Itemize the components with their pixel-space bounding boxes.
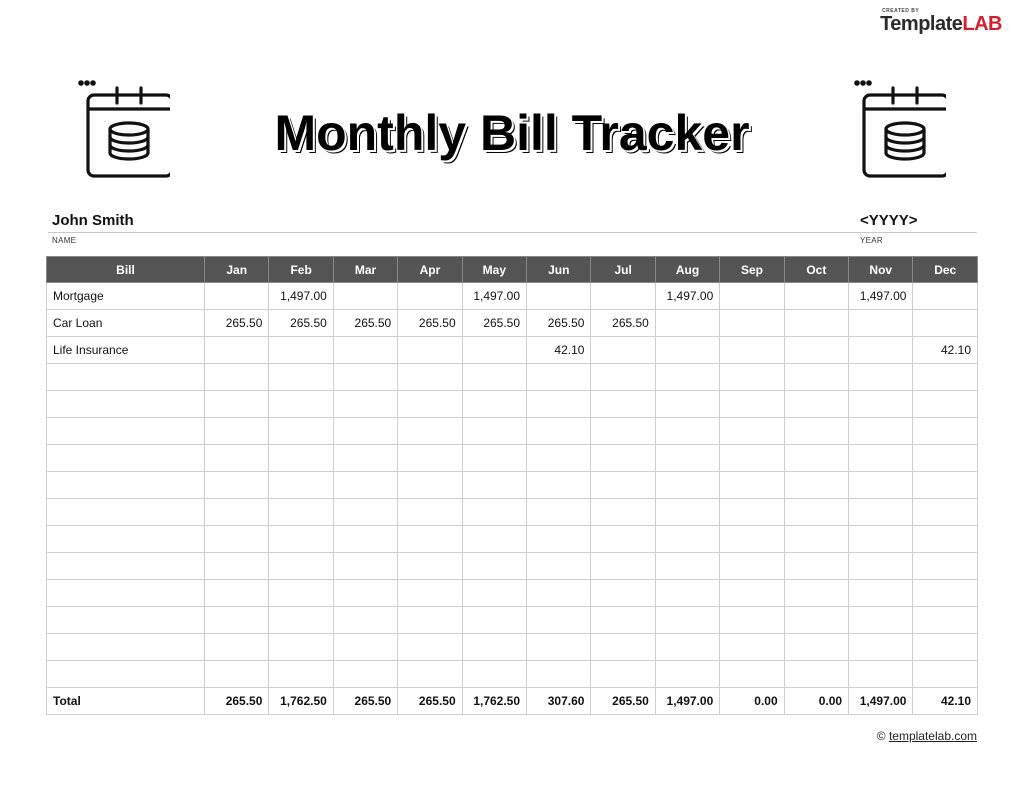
amount-cell[interactable]	[913, 391, 978, 418]
bill-name-cell[interactable]	[47, 391, 205, 418]
total-amount-cell: 42.10	[913, 688, 978, 715]
amount-cell[interactable]	[591, 526, 655, 553]
amount-cell[interactable]	[591, 634, 655, 661]
amount-cell[interactable]	[462, 391, 526, 418]
amount-cell[interactable]	[398, 580, 462, 607]
amount-cell[interactable]	[269, 607, 333, 634]
amount-cell[interactable]	[269, 391, 333, 418]
bill-name-cell[interactable]	[47, 472, 205, 499]
amount-cell[interactable]	[655, 310, 719, 337]
amount-cell[interactable]	[849, 553, 913, 580]
amount-cell[interactable]	[462, 661, 526, 688]
amount-cell[interactable]	[269, 418, 333, 445]
amount-cell[interactable]	[720, 499, 784, 526]
amount-cell[interactable]: 42.10	[913, 337, 978, 364]
amount-cell[interactable]	[398, 661, 462, 688]
amount-cell[interactable]	[720, 445, 784, 472]
amount-cell[interactable]	[720, 634, 784, 661]
amount-cell[interactable]	[333, 283, 397, 310]
amount-cell[interactable]	[784, 364, 848, 391]
amount-cell[interactable]	[720, 337, 784, 364]
amount-cell[interactable]: 265.50	[527, 310, 591, 337]
amount-cell[interactable]	[720, 526, 784, 553]
amount-cell[interactable]	[784, 553, 848, 580]
amount-cell[interactable]	[591, 445, 655, 472]
amount-cell[interactable]	[913, 607, 978, 634]
name-value[interactable]: John Smith	[52, 212, 134, 229]
amount-cell[interactable]: 1,497.00	[849, 283, 913, 310]
amount-cell[interactable]	[720, 310, 784, 337]
amount-cell[interactable]	[462, 445, 526, 472]
logo-created-by: CREATED BY	[882, 8, 920, 14]
table-header-row	[47, 257, 978, 283]
amount-cell[interactable]	[591, 364, 655, 391]
table-row	[47, 607, 978, 634]
amount-cell[interactable]	[333, 553, 397, 580]
total-amount-cell: 1,762.50	[269, 688, 333, 715]
total-amount-cell: 265.50	[398, 688, 462, 715]
column-header-mar: Mar	[333, 257, 397, 283]
amount-cell[interactable]	[527, 634, 591, 661]
amount-cell[interactable]	[333, 418, 397, 445]
amount-cell[interactable]	[269, 472, 333, 499]
amount-cell[interactable]	[720, 391, 784, 418]
amount-cell[interactable]	[849, 310, 913, 337]
amount-cell[interactable]	[849, 661, 913, 688]
amount-cell[interactable]	[913, 472, 978, 499]
amount-cell[interactable]	[527, 661, 591, 688]
amount-cell[interactable]	[333, 364, 397, 391]
amount-cell[interactable]	[655, 445, 719, 472]
amount-cell[interactable]	[655, 661, 719, 688]
amount-cell[interactable]	[205, 607, 269, 634]
amount-cell[interactable]	[591, 418, 655, 445]
amount-cell[interactable]	[849, 337, 913, 364]
amount-cell[interactable]: 265.50	[205, 310, 269, 337]
amount-cell[interactable]	[269, 445, 333, 472]
total-amount-cell: 265.50	[333, 688, 397, 715]
amount-cell[interactable]	[913, 364, 978, 391]
amount-cell[interactable]	[913, 580, 978, 607]
amount-cell[interactable]	[784, 337, 848, 364]
amount-cell[interactable]	[784, 499, 848, 526]
amount-cell[interactable]	[527, 283, 591, 310]
bill-name-cell[interactable]: Car Loan	[47, 310, 205, 337]
amount-cell[interactable]	[784, 607, 848, 634]
amount-cell[interactable]	[591, 472, 655, 499]
amount-cell[interactable]	[527, 445, 591, 472]
amount-cell[interactable]	[784, 661, 848, 688]
amount-cell[interactable]	[205, 391, 269, 418]
amount-cell[interactable]	[591, 553, 655, 580]
amount-cell[interactable]: 1,497.00	[269, 283, 333, 310]
table-row	[47, 580, 978, 607]
total-amount-cell: 307.60	[527, 688, 591, 715]
amount-cell[interactable]	[655, 364, 719, 391]
amount-cell[interactable]	[784, 310, 848, 337]
table-row	[47, 445, 978, 472]
amount-cell[interactable]	[398, 553, 462, 580]
amount-cell[interactable]	[527, 580, 591, 607]
bill-name-cell[interactable]	[47, 661, 205, 688]
amount-cell[interactable]	[269, 580, 333, 607]
total-amount-cell: 1,762.50	[462, 688, 526, 715]
amount-cell[interactable]: 42.10	[527, 337, 591, 364]
year-label: YEAR	[860, 236, 883, 245]
amount-cell[interactable]	[269, 337, 333, 364]
logo-brand	[880, 14, 1002, 34]
amount-cell[interactable]	[462, 553, 526, 580]
amount-cell[interactable]	[849, 607, 913, 634]
amount-cell[interactable]	[849, 391, 913, 418]
table-row	[47, 661, 978, 688]
column-header-aug: Aug	[655, 257, 719, 283]
amount-cell[interactable]	[591, 337, 655, 364]
amount-cell[interactable]	[333, 634, 397, 661]
amount-cell[interactable]	[205, 337, 269, 364]
table-row	[47, 364, 978, 391]
bill-name-cell[interactable]	[47, 553, 205, 580]
amount-cell[interactable]	[205, 526, 269, 553]
amount-cell[interactable]	[720, 607, 784, 634]
total-amount-cell: 0.00	[720, 688, 784, 715]
amount-cell[interactable]	[591, 661, 655, 688]
amount-cell[interactable]	[333, 472, 397, 499]
year-field[interactable]	[860, 212, 918, 230]
amount-cell[interactable]	[849, 418, 913, 445]
table-row	[47, 499, 978, 526]
amount-cell[interactable]	[913, 661, 978, 688]
column-header-jan: Jan	[205, 257, 269, 283]
amount-cell[interactable]	[784, 580, 848, 607]
amount-cell[interactable]	[720, 580, 784, 607]
amount-cell[interactable]	[398, 364, 462, 391]
amount-cell[interactable]	[205, 445, 269, 472]
amount-cell[interactable]	[462, 337, 526, 364]
amount-cell[interactable]	[462, 499, 526, 526]
amount-cell[interactable]	[655, 580, 719, 607]
column-header-oct: Oct	[784, 257, 848, 283]
amount-cell[interactable]	[398, 391, 462, 418]
amount-cell[interactable]	[398, 526, 462, 553]
amount-cell[interactable]	[655, 418, 719, 445]
amount-cell[interactable]: 265.50	[269, 310, 333, 337]
amount-cell[interactable]	[913, 418, 978, 445]
amount-cell[interactable]	[398, 283, 462, 310]
amount-cell[interactable]	[655, 553, 719, 580]
bill-name-cell[interactable]: Life Insurance	[47, 337, 205, 364]
amount-cell[interactable]	[205, 634, 269, 661]
amount-cell[interactable]	[913, 445, 978, 472]
amount-cell[interactable]	[913, 553, 978, 580]
column-header-dec: Dec	[913, 257, 978, 283]
amount-cell[interactable]	[269, 553, 333, 580]
amount-cell[interactable]	[655, 472, 719, 499]
amount-cell[interactable]	[591, 283, 655, 310]
amount-cell[interactable]	[269, 499, 333, 526]
amount-cell[interactable]	[527, 553, 591, 580]
column-header-jun: Jun	[527, 257, 591, 283]
amount-cell[interactable]	[720, 418, 784, 445]
amount-cell[interactable]	[398, 607, 462, 634]
amount-cell[interactable]	[527, 364, 591, 391]
amount-cell[interactable]	[462, 418, 526, 445]
logo-brand-part1: Template	[880, 13, 963, 35]
amount-cell[interactable]	[655, 337, 719, 364]
amount-cell[interactable]	[527, 499, 591, 526]
amount-cell[interactable]	[720, 553, 784, 580]
amount-cell[interactable]	[849, 472, 913, 499]
amount-cell[interactable]	[205, 661, 269, 688]
total-amount-cell: 265.50	[591, 688, 655, 715]
amount-cell[interactable]	[527, 526, 591, 553]
amount-cell[interactable]	[269, 364, 333, 391]
table-row	[47, 391, 978, 418]
table-row	[47, 283, 978, 310]
column-header-bill: Bill	[47, 257, 205, 283]
amount-cell[interactable]	[849, 499, 913, 526]
amount-cell[interactable]	[527, 607, 591, 634]
amount-cell[interactable]	[655, 526, 719, 553]
templatelab-logo[interactable]	[880, 8, 1002, 34]
amount-cell[interactable]	[205, 499, 269, 526]
amount-cell[interactable]	[784, 445, 848, 472]
amount-cell[interactable]	[784, 526, 848, 553]
total-row	[47, 688, 978, 715]
amount-cell[interactable]	[398, 337, 462, 364]
amount-cell[interactable]	[849, 526, 913, 553]
amount-cell[interactable]	[655, 607, 719, 634]
amount-cell[interactable]	[655, 634, 719, 661]
amount-cell[interactable]	[720, 364, 784, 391]
amount-cell[interactable]	[849, 634, 913, 661]
amount-cell[interactable]: 265.50	[591, 310, 655, 337]
column-header-nov: Nov	[849, 257, 913, 283]
amount-cell[interactable]	[269, 634, 333, 661]
amount-cell[interactable]	[398, 445, 462, 472]
total-amount-cell: 0.00	[784, 688, 848, 715]
amount-cell[interactable]	[205, 364, 269, 391]
amount-cell[interactable]	[784, 418, 848, 445]
amount-cell[interactable]	[527, 472, 591, 499]
table-row	[47, 553, 978, 580]
column-header-jul: Jul	[591, 257, 655, 283]
amount-cell[interactable]	[720, 472, 784, 499]
amount-cell[interactable]	[913, 499, 978, 526]
page-title: Monthly Bill Tracker	[274, 105, 750, 161]
copyright-symbol: ©	[876, 729, 886, 743]
column-header-apr: Apr	[398, 257, 462, 283]
templatelab-link[interactable]: templatelab.com	[888, 729, 977, 743]
amount-cell[interactable]	[913, 310, 978, 337]
bill-name-cell[interactable]	[47, 607, 205, 634]
amount-cell[interactable]	[720, 661, 784, 688]
column-header-feb: Feb	[269, 257, 333, 283]
amount-cell[interactable]	[205, 580, 269, 607]
amount-cell[interactable]	[205, 472, 269, 499]
amount-cell[interactable]	[462, 634, 526, 661]
table-row	[47, 337, 978, 364]
amount-cell[interactable]	[849, 364, 913, 391]
table-row	[47, 526, 978, 553]
amount-cell[interactable]: 1,497.00	[462, 283, 526, 310]
amount-cell[interactable]	[205, 418, 269, 445]
amount-cell[interactable]	[462, 364, 526, 391]
logo-brand-part2: LAB	[962, 13, 1002, 35]
amount-cell[interactable]	[333, 391, 397, 418]
amount-cell[interactable]: 1,497.00	[655, 283, 719, 310]
bill-name-cell[interactable]	[47, 634, 205, 661]
bill-tracker-table	[46, 256, 978, 715]
amount-cell[interactable]	[591, 499, 655, 526]
total-label: Total	[47, 688, 205, 715]
amount-cell[interactable]	[398, 499, 462, 526]
amount-cell[interactable]	[462, 580, 526, 607]
amount-cell[interactable]	[591, 607, 655, 634]
bill-name-cell[interactable]	[47, 526, 205, 553]
table-row	[47, 472, 978, 499]
amount-cell[interactable]	[655, 499, 719, 526]
bill-name-cell[interactable]	[47, 499, 205, 526]
amount-cell[interactable]	[333, 445, 397, 472]
name-field[interactable]	[52, 212, 134, 230]
footer	[877, 729, 977, 743]
amount-cell[interactable]	[720, 283, 784, 310]
amount-cell[interactable]	[655, 391, 719, 418]
name-label: NAME	[52, 236, 77, 245]
column-header-may: May	[462, 257, 526, 283]
amount-cell[interactable]: 265.50	[462, 310, 526, 337]
amount-cell[interactable]	[333, 607, 397, 634]
amount-cell[interactable]	[398, 418, 462, 445]
bill-name-cell[interactable]	[47, 445, 205, 472]
amount-cell[interactable]	[398, 472, 462, 499]
amount-cell[interactable]: 265.50	[333, 310, 397, 337]
amount-cell[interactable]	[333, 337, 397, 364]
amount-cell[interactable]	[333, 499, 397, 526]
bill-name-cell[interactable]	[47, 418, 205, 445]
amount-cell[interactable]	[784, 634, 848, 661]
amount-cell[interactable]	[849, 445, 913, 472]
year-value[interactable]: <YYYY>	[860, 212, 918, 229]
amount-cell[interactable]	[333, 526, 397, 553]
amount-cell[interactable]	[784, 391, 848, 418]
amount-cell[interactable]	[333, 580, 397, 607]
amount-cell[interactable]	[591, 391, 655, 418]
amount-cell[interactable]	[462, 526, 526, 553]
total-amount-cell: 1,497.00	[849, 688, 913, 715]
amount-cell[interactable]	[269, 661, 333, 688]
amount-cell[interactable]	[913, 283, 978, 310]
amount-cell[interactable]	[462, 472, 526, 499]
amount-cell[interactable]: 265.50	[398, 310, 462, 337]
amount-cell[interactable]	[784, 283, 848, 310]
amount-cell[interactable]	[205, 283, 269, 310]
total-amount-cell: 265.50	[205, 688, 269, 715]
amount-cell[interactable]	[269, 526, 333, 553]
amount-cell[interactable]	[527, 418, 591, 445]
bill-name-cell[interactable]: Mortgage	[47, 283, 205, 310]
amount-cell[interactable]	[591, 580, 655, 607]
total-amount-cell: 1,497.00	[655, 688, 719, 715]
amount-cell[interactable]	[913, 634, 978, 661]
table-row	[47, 634, 978, 661]
table-row	[47, 418, 978, 445]
name-year-divider	[48, 232, 977, 233]
amount-cell[interactable]	[527, 391, 591, 418]
amount-cell[interactable]	[462, 607, 526, 634]
bill-name-cell[interactable]	[47, 580, 205, 607]
amount-cell[interactable]	[849, 580, 913, 607]
table-row	[47, 310, 978, 337]
bill-name-cell[interactable]	[47, 364, 205, 391]
amount-cell[interactable]	[398, 634, 462, 661]
amount-cell[interactable]	[913, 526, 978, 553]
amount-cell[interactable]	[784, 472, 848, 499]
amount-cell[interactable]	[205, 553, 269, 580]
amount-cell[interactable]	[333, 661, 397, 688]
column-header-sep: Sep	[720, 257, 784, 283]
